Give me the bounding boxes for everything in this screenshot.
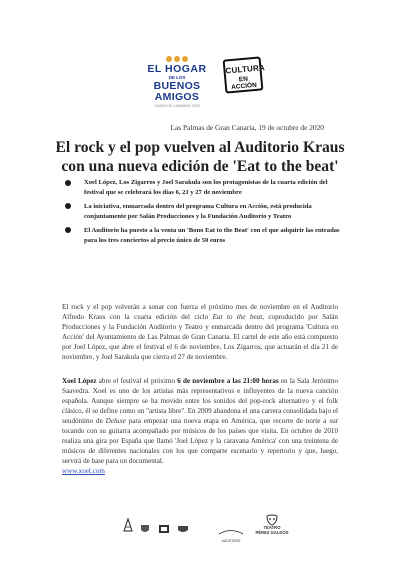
bullet-item [62,226,340,246]
auditorio-logo [217,522,245,543]
hogar-logo-tagline: CASAS DE CANARIAS 2020 [154,104,200,108]
headline-line2: con una nueva edición de 'Eat to the beat' [61,158,339,175]
teatro-logo-line1: TEATRO [263,525,281,530]
bullet-text: Xoel López, Los Zigarros y Joel Sarakula son los protagonistas de la cuarta edición del festival que se celebrará los días 6, 21 y 27 de noviembre [84,179,328,197]
bullet-text: La iniciativa, enmarcada dentro del programa Cultura en Acción, está producida conjuntamente por Salán Producciones y la Fundación Auditorio y Teatro [84,202,312,221]
ayuntamiento-logo [123,518,133,532]
headline-line1: El rock y el pop vuelven al Auditorio Kraus [55,139,345,156]
body-paragraph-2: Xoel López abre el festival el próximo 6 de noviembre a las 21:00 horas en la Sala Jerónimo Saavedra. Xoel es uno de los artistas más representativos e influyentes de la nueva canción española. Aunque siempre se ha movido entre los sonidos del pop-rock alternativo y el folk clásico, él se define como un "artista libre". En 2009 abandona el una carrera consolidada bajo el seudónimo de Deluxe para empezar una nueva etapa en América, que recorre de norte a sur tocando con su guitarra acompañado por músicos de los países que visita. En octubre de 2010 realiza una gira por España que llamó 'Joel López y la caravana América' con una treintena de músicos de diferentes nacionales con los que comparte escenario y repertorio y que, luego, servirá de base para un documental. www.xoel.com [62,377,338,475]
crest-logo-1 [140,524,150,534]
cultura-logo-line2: EN ACCIÓN [230,75,258,92]
cultura-logo-line1: CULTURA [225,63,266,76]
crest-logo-2 [158,524,170,534]
bullet-dot-icon [65,180,71,186]
crest-logo-3 [177,524,189,534]
hogar-logo-emblem [142,56,212,62]
body-paragraph-1: El rock y el pop volverán a sonar con fuerza el próximo mes de noviembre en el Auditorio Alfredo Kraus con la cuarta edición del ciclo Eat to the beat, coproducido por Salán Producciones y la Fundación Auditorio y Teatro y enmarcada dentro del programa 'Cultura en Acción' del Ayuntamiento de Las Palmas de Gran Canaria. El cartel de este año está compuesto por Joel López, que abre el festival el 6 de noviembre, Los Zigarros, que actuarán el día 21 de noviembre, y Joel Sarakula que cierra el 27 de noviembre. [62,303,338,361]
bullet-item [62,202,340,222]
hogar-logo-line1: EL HOGAR [147,63,207,75]
hogar-logo [142,56,212,108]
summary-bullets [62,178,340,250]
headline [40,138,360,176]
hogar-logo-line2: DE LOS [168,74,186,80]
bullet-text: El Auditorio ha puesto a la venta un 'Bono Eat to the Beat' con el que adquirir las entradas para los tres conciertos al precio único de 50 euros [84,226,340,245]
teatro-logo-line2: PÉREZ GALDÓS [255,529,289,535]
bullet-dot-icon [65,203,71,209]
date-line: Las Palmas de Gran Canaria, 19 de octubre de 2020 [170,123,324,132]
teatro-perez-galdos-logo [252,514,292,540]
artist-name: Xoel López [62,377,97,385]
artist-website-link[interactable]: www.xoel.com [62,467,105,475]
header-logos [0,50,400,110]
bullet-dot-icon [65,227,71,233]
hogar-logo-line3: BUENOS AMIGOS [153,80,201,103]
cultura-en-accion-logo [223,56,264,93]
footer-logos [0,510,400,550]
auditorio-wave-icon [217,529,245,535]
bullet-item [62,178,340,198]
concert-time: 6 de noviembre a las 21:00 horas [177,377,279,385]
auditorio-logo-text: AUDITORIO [221,539,241,543]
